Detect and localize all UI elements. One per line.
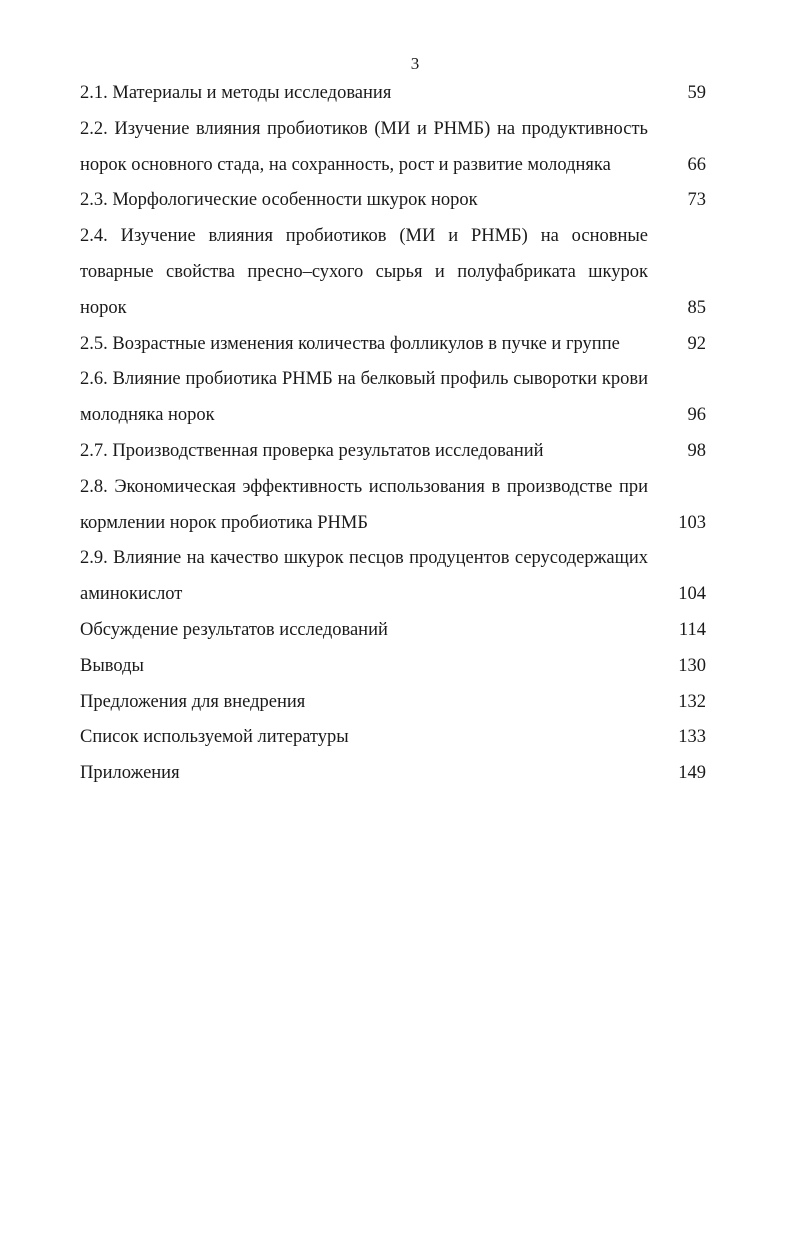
toc-entry-title: Обсуждение результатов исследований [80,619,388,640]
page-number: 3 [410,54,420,73]
toc-entry-title: 2.4. Изучение влияния пробиотиков (МИ и РНМБ) на основные товарные свойства пресно–сухого сырья и полуфабриката шкурок норок [80,226,648,318]
toc-entry [80,112,706,184]
toc-entry-title: 2.5. Возрастные изменения количества фолликулов в пучке и группе [80,333,620,354]
toc-entry [80,613,706,649]
toc-entry-page: 73 [687,190,706,211]
toc-entry-page: 96 [687,405,706,426]
toc-entry [80,183,706,219]
toc-entry [80,756,706,792]
toc-entry-title: Список используемой литературы [80,727,349,748]
toc-entry [80,362,706,434]
toc-entry-page: 103 [678,512,706,533]
toc-entry-title: Предложения для внедрения [80,691,306,712]
toc-entry-page: 149 [678,763,706,784]
toc-entry [80,470,706,542]
toc-entry-title: 2.7. Производственная проверка результатов исследований [80,440,544,461]
toc-entry [80,649,706,685]
toc-entry [80,541,706,613]
toc-entry-title: 2.6. Влияние пробиотика РНМБ на белковый профиль сыворотки крови молодняка норок [80,369,648,426]
toc-entry [80,685,706,721]
toc-entry [80,720,706,756]
toc-entry-title: 2.9. Влияние на качество шкурок песцов продуцентов серусодержащих аминокислот [80,548,648,605]
toc-entry-page: 114 [678,619,706,640]
toc-entry-title: Выводы [80,655,144,676]
toc-entry-page: 130 [678,655,706,676]
toc-entry-page: 85 [687,297,706,318]
toc-entry-page: 132 [678,691,706,712]
toc-entry [80,434,706,470]
toc-entry-title: 2.3. Морфологические особенности шкурок норок [80,190,478,211]
toc-entry-title: 2.8. Экономическая эффективность использования в производстве при кормлении норок пробиотика РНМБ [80,476,648,533]
toc-entry-page: 133 [678,727,706,748]
toc-entry-title: 2.2. Изучение влияния пробиотиков (МИ и РНМБ) на продуктивность норок основного стада, на сохранность, рост и развитие молодняка [80,118,648,175]
toc-entry [80,76,706,112]
toc-entry [80,219,706,326]
table-of-contents [80,76,706,792]
toc-entry-title: Приложения [80,763,180,784]
toc-entry-page: 104 [678,584,706,605]
toc-entry [80,327,706,363]
toc-entry-page: 98 [687,440,706,461]
toc-entry-page: 66 [687,154,706,175]
toc-entry-page: 59 [687,83,706,103]
toc-entry-title: 2.1. Материалы и методы исследования [80,83,392,103]
toc-entry-page: 92 [687,333,706,354]
